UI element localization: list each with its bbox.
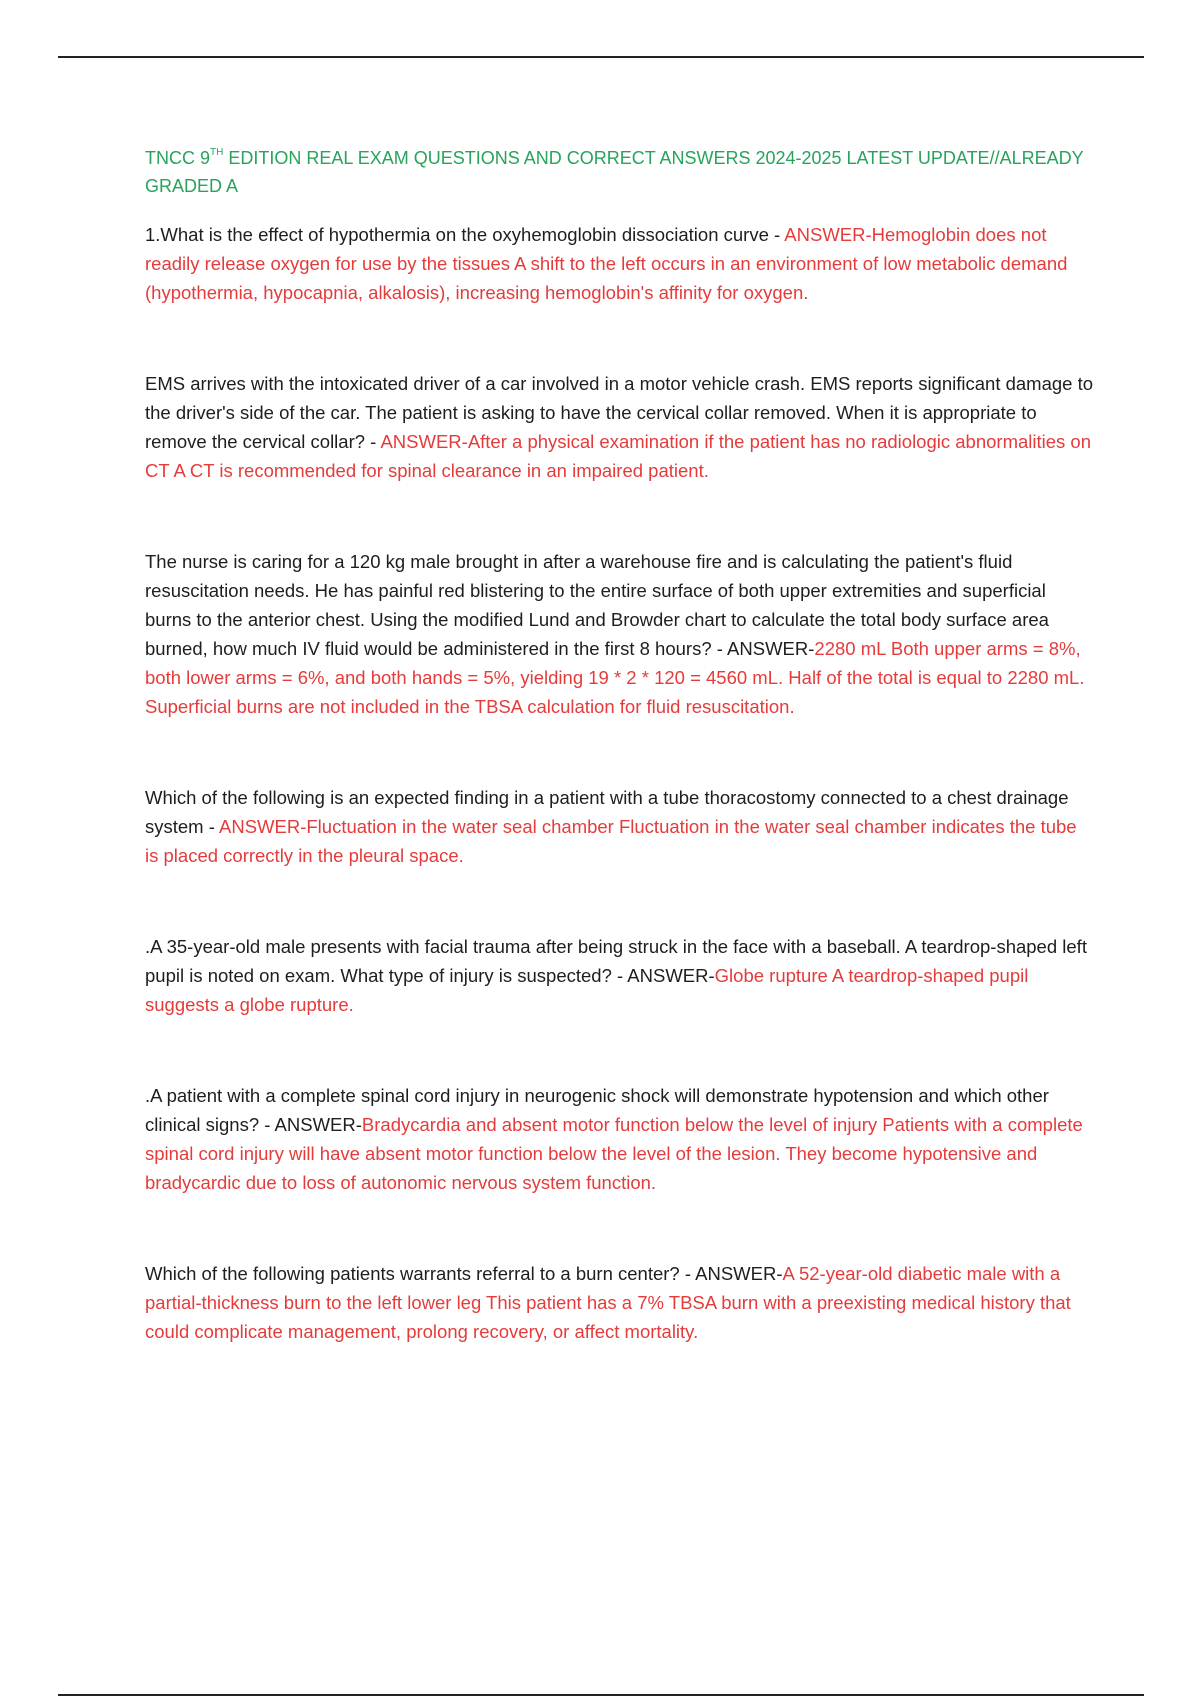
qa-item-3: [145, 547, 1095, 721]
question-text: Which of the following is an expected finding in a patient with a tube thoracostomy connected to a chest drainage system -: [145, 787, 1069, 837]
title-part-1: TNCC 9: [145, 148, 211, 168]
qa-item-6: [145, 1081, 1095, 1197]
question-text: The nurse is caring for a 120 kg male brought in after a warehouse fire and is calculating the patient's fluid resuscitation needs. He has painful red blistering to the entire surface of both upper extremities and superficial burns to the anterior chest. Using the modified Lund and Browder chart to calculate the total body surface area burned, how much IV fluid would be administered in the first 8 hours? - ANSWER-: [145, 551, 1049, 659]
qa-item-4: [145, 783, 1095, 870]
title-part-2: EDITION REAL EXAM QUESTIONS AND CORRECT ANSWERS 2024-2025 LATEST UPDATE//ALREADY GRADED A: [145, 148, 1084, 196]
answer-text: Bradycardia and absent motor function below the level of injury Patients with a complete spinal cord injury will have absent motor function below the level of the lesion. They become hypotensive and bradycardic due to loss of autonomic nervous system function.: [145, 1114, 1083, 1193]
answer-text: ANSWER-Fluctuation in the water seal chamber Fluctuation in the water seal chamber indicates the tube is placed correctly in the pleural space.: [145, 816, 1077, 866]
answer-text: 2280 mL Both upper arms = 8%, both lower arms = 6%, and both hands = 5%, yielding 19 * 2 * 120 = 4560 mL. Half of the total is equal to 2280 mL. Superficial burns are not included in the TBSA calculation for fluid resuscitation.: [145, 638, 1085, 717]
answer-text: Globe rupture A teardrop-shaped pupil suggests a globe rupture.: [145, 965, 1029, 1015]
document-title: [145, 144, 1095, 200]
qa-item-7: [145, 1259, 1095, 1346]
qa-item-2: [145, 369, 1095, 485]
document-body: [145, 144, 1095, 1346]
top-divider: [58, 56, 1144, 58]
answer-text: A 52-year-old diabetic male with a partial-thickness burn to the left lower leg This patient has a 7% TBSA burn with a preexisting medical history that could complicate management, prolong recovery, or affect mortality.: [145, 1263, 1071, 1342]
question-text: .A 35-year-old male presents with facial trauma after being struck in the face with a baseball. A teardrop-shaped left pupil is noted on exam. What type of injury is suspected? - ANSWER-: [145, 936, 1087, 986]
question-text: Which of the following patients warrants referral to a burn center? - ANSWER-: [145, 1263, 783, 1284]
question-text: EMS arrives with the intoxicated driver of a car involved in a motor vehicle crash. EMS reports significant damage to the driver's side of the car. The patient is asking to have the cervical collar removed. When it is appropriate to remove the cervical collar? -: [145, 373, 1094, 452]
answer-text: ANSWER-Hemoglobin does not readily release oxygen for use by the tissues A shift to the left occurs in an environment of low metabolic demand (hypothermia, hypocapnia, alkalosis), increasing hemoglobin's affinity for oxygen.: [145, 224, 1068, 303]
question-text: 1.What is the effect of hypothermia on the oxyhemoglobin dissociation curve -: [145, 224, 785, 245]
qa-item-5: [145, 932, 1095, 1019]
bottom-divider: [58, 1694, 1144, 1696]
question-text: .A patient with a complete spinal cord injury in neurogenic shock will demonstrate hypotension and which other clinical signs? - ANSWER-: [145, 1085, 1049, 1135]
qa-item-1: [145, 220, 1095, 307]
answer-text: ANSWER-After a physical examination if the patient has no radiologic abnormalities on CT A CT is recommended for spinal clearance in an impaired patient.: [145, 431, 1092, 481]
title-superscript: TH: [210, 147, 224, 158]
